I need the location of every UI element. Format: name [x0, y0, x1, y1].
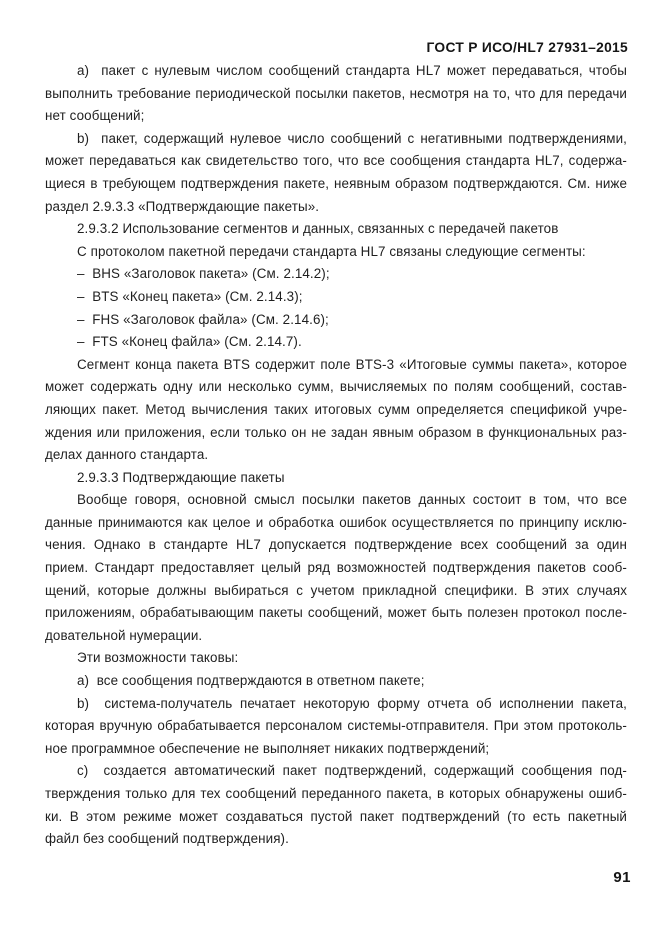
text-line: чения. Однако в стандарте HL7 допускается подтверждение всех сообщений за один: [45, 537, 627, 553]
text-line: щений, которые должны выбираться с учетом прикладной специфики. В этих случаях: [45, 582, 627, 598]
section-heading-2-9-3-3: [45, 467, 627, 490]
text-line: раздел 2.9.3.3 «Подтверждающие пакеты».: [45, 198, 320, 214]
text-line: Сегмент конца пакета BTS содержит поле BTS-3 «Итоговые суммы пакета», которое: [77, 356, 627, 372]
text-line: которая вручную обрабатывается персоналом системы-отправителя. При этом протоколь-: [45, 718, 627, 734]
text-line: ждения или приложения, если только он не задан явным образом в функциональных раз-: [45, 424, 627, 440]
text-line: делах данного стандарта.: [45, 447, 209, 463]
list-item-c-bottom: [45, 760, 627, 850]
bts-sums-paragraph: [45, 354, 627, 467]
list-item-a-bottom: [45, 670, 627, 693]
text-line: b) пакет, содержащий нулевое число сообщений с негативными подтверждениями,: [77, 130, 627, 146]
text-line: ное программное обеспечение не выполняет никаких подтверждений;: [45, 740, 490, 756]
dash-item-bhs: [45, 263, 627, 286]
text-line: – BTS «Конец пакета» (См. 2.14.3);: [77, 288, 303, 304]
text-line: Эти возможности таковы:: [77, 650, 239, 666]
page-header: ГОСТ Р ИСО/HL7 27931–2015: [426, 40, 628, 55]
text-line: c) создается автоматический пакет подтверждений, содержащий сообщения под-: [77, 763, 627, 779]
section-heading-text: 2.9.3.2 Использование сегментов и данных, связанных с передачей пакетов: [77, 221, 559, 237]
text-line: ки. В этом режиме может создаваться пустой пакет подтверждений (то есть пакетный: [45, 808, 627, 824]
text-line: щиеся в требующем подтверждения пакете, неявным образом подтверждаются. См. ниже: [45, 175, 627, 191]
text-line: a) все сообщения подтверждаются в ответном пакете;: [77, 673, 425, 689]
dash-item-fhs: [45, 309, 627, 332]
text-line: довательной нумерации.: [45, 627, 203, 643]
text-line: выполнить требование периодической посылки пакетов, несмотря на то, что для передачи: [45, 85, 627, 101]
text-line: – FHS «Заголовок файла» (См. 2.14.6);: [77, 311, 329, 327]
text-line: может передаваться как свидетельство того, что все сообщения стандарта HL7, содержа-: [45, 153, 627, 169]
section-heading-text: 2.9.3.3 Подтверждающие пакеты: [77, 469, 285, 485]
text-line: b) система-получатель печатает некоторую форму отчета об исполнении пакета,: [77, 695, 627, 711]
text-line: С протоколом пакетной передачи стандарта HL7 связаны следующие сегменты:: [77, 243, 586, 259]
text-line: приложениям, обрабатывающим пакеты сообщений, может быть полезен протокол после-: [45, 605, 627, 621]
text-line: нет сообщений;: [45, 108, 145, 124]
section-heading-2-9-3-2: [45, 218, 627, 241]
list-item-a-top: [45, 60, 627, 128]
dash-item-bts: [45, 286, 627, 309]
document-body: [45, 60, 627, 851]
list-item-b-bottom: [45, 693, 627, 761]
segments-intro: [45, 241, 627, 264]
text-line: – FTS «Конец файла» (См. 2.14.7).: [77, 334, 302, 350]
text-line: файл без сообщений подтверждения).: [45, 831, 289, 847]
text-line: может содержать одну или несколько сумм, вычисляемых по полям сообщений, состав-: [45, 379, 627, 395]
text-line: – BHS «Заголовок пакета» (См. 2.14.2);: [77, 266, 330, 282]
list-item-b-top: [45, 128, 627, 218]
page-number: 91: [613, 869, 631, 886]
text-line: Вообще говоря, основной смысл посылки пакетов данных состоит в том, что все: [77, 492, 627, 508]
text-line: данные принимаются как целое и обработка ошибок осуществляется по принципу исклю-: [45, 514, 627, 530]
text-line: прием. Стандарт предоставляет целый ряд возможностей подтверждения пакетов сооб-: [45, 560, 627, 576]
options-intro: [45, 647, 627, 670]
text-line: тверждения только для тех сообщений переданного пакета, в которых обнаружены ошиб-: [45, 786, 627, 801]
batch-ack-paragraph: [45, 489, 627, 647]
text-line: ляющих пакет. Метод вычисления таких итоговых сумм определяется спецификой учре-: [45, 401, 627, 417]
dash-item-fts: [45, 331, 627, 354]
text-line: a) пакет с нулевым числом сообщений стандарта HL7 может передаваться, чтобы: [77, 63, 627, 78]
